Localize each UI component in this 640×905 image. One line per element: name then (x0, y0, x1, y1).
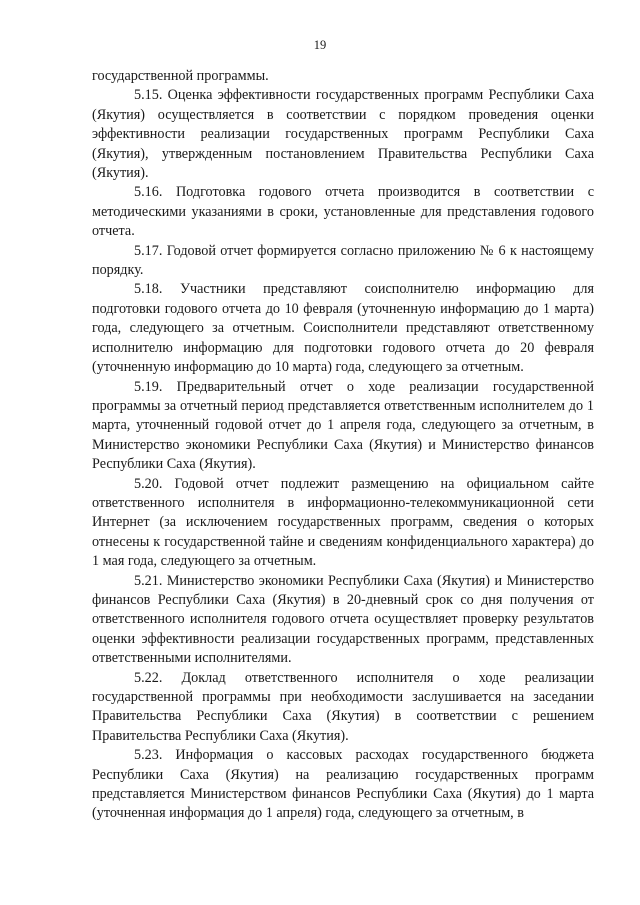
paragraph-5-20: 5.20. Годовой отчет подлежит размещению на официальном сайте ответственного исполнителя в информационно-телекоммуникационной сети Интернет (за исключением государственных программ, сведения о которых отнесены к государственной тайне и сведениям конфиденциального характера) до 1 мая года, следующего за отчетным. (92, 475, 594, 570)
paragraph-5-16: 5.16. Подготовка годового отчета производится в соответствии с методическими указаниями в сроки, установленные для представления годового отчета. (92, 184, 594, 240)
document-body (92, 67, 594, 824)
paragraph-5-22: 5.22. Доклад ответственного исполнителя о ходе реализации государственной программы при необходимости заслушивается на заседании Правительства Республики Саха (Якутия) в соответствии с решением Правительства Республики Саха (Якутия). (92, 669, 594, 744)
continuation-text: государственной программы. (92, 68, 269, 84)
page-number: 19 (313, 38, 327, 52)
paragraph-5-19: 5.19. Предварительный отчет о ходе реализации государственной программы за отчетный период представляется ответственным исполнителем до 1 марта, уточненный годовой отчет до 1 апреля года, следующего за отчетным, в Министерство экономики Республики Саха (Якутия) и Министерство финансов Республики Саха (Якутия). (92, 378, 594, 473)
paragraph-5-17: 5.17. Годовой отчет формируется согласно приложению № 6 к настоящему порядку. (92, 242, 594, 279)
paragraph-5-18: 5.18. Участники представляют соисполнителю информацию для подготовки годового отчета до 10 февраля (уточненную информацию до 1 марта) года, следующего за отчетным. Соисполнители представляют ответственному исполнителю информацию для подготовки годового отчета до 20 февраля (уточненную информацию до 10 марта) года, следующего за отчетным. (92, 281, 594, 376)
paragraph-5-21: 5.21. Министерство экономики Республики Саха (Якутия) и Министерство финансов Республики Саха (Якутия) в 20-дневный срок со дня получения от ответственного исполнителя годового отчета осуществляет проверку результатов оценки эффективности реализации государственных программ, представленных ответственными исполнителями. (92, 572, 594, 667)
paragraph-5-23: 5.23. Информация о кассовых расходах государственного бюджета Республики Саха (Якутия) на реализацию государственных программ представляется Министерством финансов Республики Саха (Якутия) до 1 марта (уточненная информация до 1 апреля) года, следующего за отчетным, в (92, 747, 594, 822)
paragraph-5-15: 5.15. Оценка эффективности государственных программ Республики Саха (Якутия) осуществляется в соответствии с порядком проведения оценки эффективности реализации государственных программ Республики Саха (Якутия), утвержденным постановлением Правительства Республики Саха (Якутия). (92, 87, 594, 182)
